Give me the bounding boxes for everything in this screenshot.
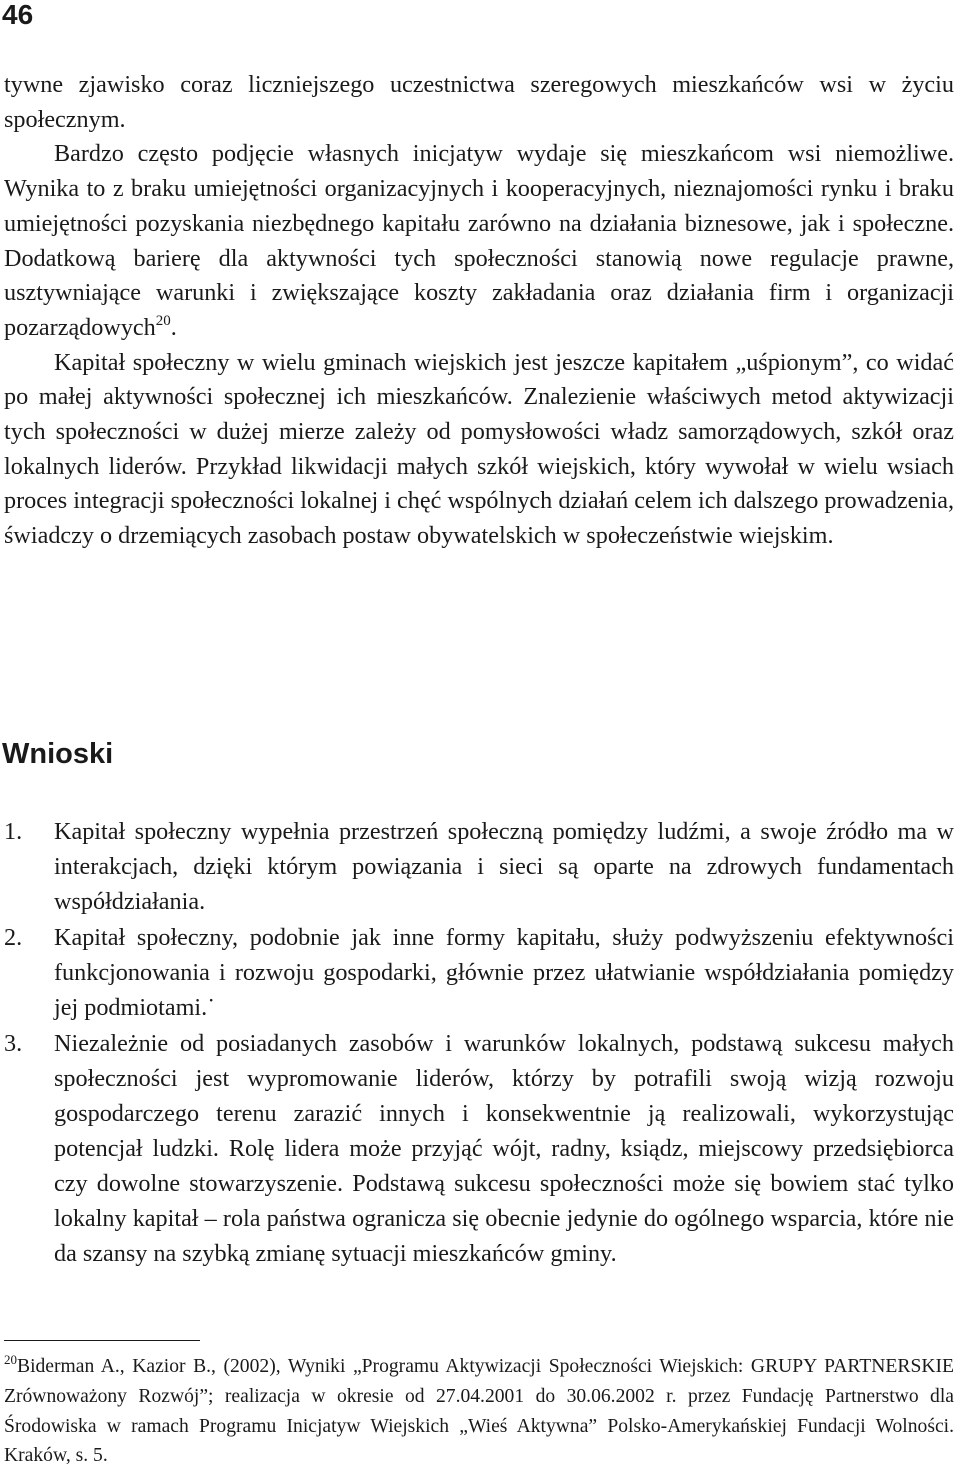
conclusion-item [4, 814, 954, 919]
conclusion-item [4, 920, 954, 1025]
conclusion-text: Niezależnie od posiadanych zasobów i warunków lokalnych, podstawą sukcesu małych społeczności jest wypromowanie liderów, którzy by potrafili swoją wizją rozwoju gospodarczego terenu zarazić innych i konsekwentnie ją realizowali, wykorzystując potencjał ludzki. Rolę lidera może przyjąć wójt, radny, ksiądz, miejscowy przedsiębiorca czy dowolne stowarzyszenie. Podstawą sukcesu społeczności może się bowiem stać tylko lokalny kapitał – rola państwa ogranicza się obecnie jedynie do ogólnego wsparcia, które nie da szansy na szybką zmianę sytuacji mieszkańców gminy. [54, 1030, 954, 1267]
conclusion-item [4, 1026, 954, 1271]
paragraph-1: tywne zjawisko coraz liczniejszego uczestnictwa szeregowych mieszkańców wsi w życiu społecznym. [4, 71, 954, 133]
section-title: Wnioski [2, 738, 114, 770]
paragraph-2 [4, 137, 954, 345]
conclusion-text: Kapitał społeczny, podobnie jak inne formy kapitału, służy podwyższeniu efektywności funkcjonowania i rozwoju gospodarki, głównie przez ułatwianie współdziałania pomiędzy jej podmiotami.˙ [54, 924, 954, 1021]
conclusion-number: 1. [4, 818, 23, 845]
conclusions-list [4, 814, 954, 1272]
footnote-mark: 20 [4, 1352, 17, 1367]
paragraph-3: Kapitał społeczny w wielu gminach wiejskich jest jeszcze kapitałem „uśpionym”, co widać po małej aktywności społecznej ich mieszkańców. Znalezienie właściwych metod aktywizacji tych społeczności w dużej mierze zależy od pomysłowości władz samorządowych, szkół oraz lokalnych liderów. Przykład likwidacji małych szkół wiejskich, który wywołał w wielu wsiach proces integracji społeczności lokalnej i chęć wspólnych działań celem ich dalszego prowadzenia, świadczy o drzemiących zasobach postaw obywatelskich w społeczeństwie wiejskim. [4, 348, 954, 550]
body-text [4, 68, 954, 554]
conclusion-text: Kapitał społeczny wypełnia przestrzeń społeczną pomiędzy ludźmi, a swoje źródło ma w interakcjach, dzięki którym powiązania i sieci są oparte na zdrowych fundamentach współdziałania. [54, 818, 954, 915]
page-number: 46 [2, 0, 34, 30]
conclusion-number: 2. [4, 924, 23, 951]
conclusion-number: 3. [4, 1030, 23, 1057]
footnote-divider [4, 1340, 200, 1341]
footnote-reference[interactable]: 20 [155, 312, 171, 329]
footnote-text: Biderman A., Kazior B., (2002), Wyniki „Programu Aktywizacji Społeczności Wiejskich: GRUPY PARTNERSKIE Zrównoważony Rozwój”; realizacja w okresie od 27.04.2001 do 30.06.2002 r. przez Fundację Partnerstwo dla Środowiska w ramach Programu Inicjatyw Wiejskich „Wieś Aktywna” Polsko-Amerykańskiej Fundacji Wolności. Kraków, s. 5. [4, 1356, 954, 1467]
footnote [4, 1352, 954, 1471]
paragraph-2-text: Bardzo często podjęcie własnych inicjatyw wydaje się mieszkańcom wsi niemożliwe. Wynika to z braku umiejętności organizacyjnych i kooperacyjnych, nieznajomości rynku i braku umiejętności pozyskania niezbędnego kapitału zarówno na działania biznesowe, jak i społeczne. Dodatkową barierę dla aktywności tych społeczności stanowią nowe regulacje prawne, usztywniające warunki i zwiększające koszty zakładania oraz działania firm i organizacji pozarządowych [4, 140, 954, 341]
paragraph-2-end: . [170, 313, 177, 341]
